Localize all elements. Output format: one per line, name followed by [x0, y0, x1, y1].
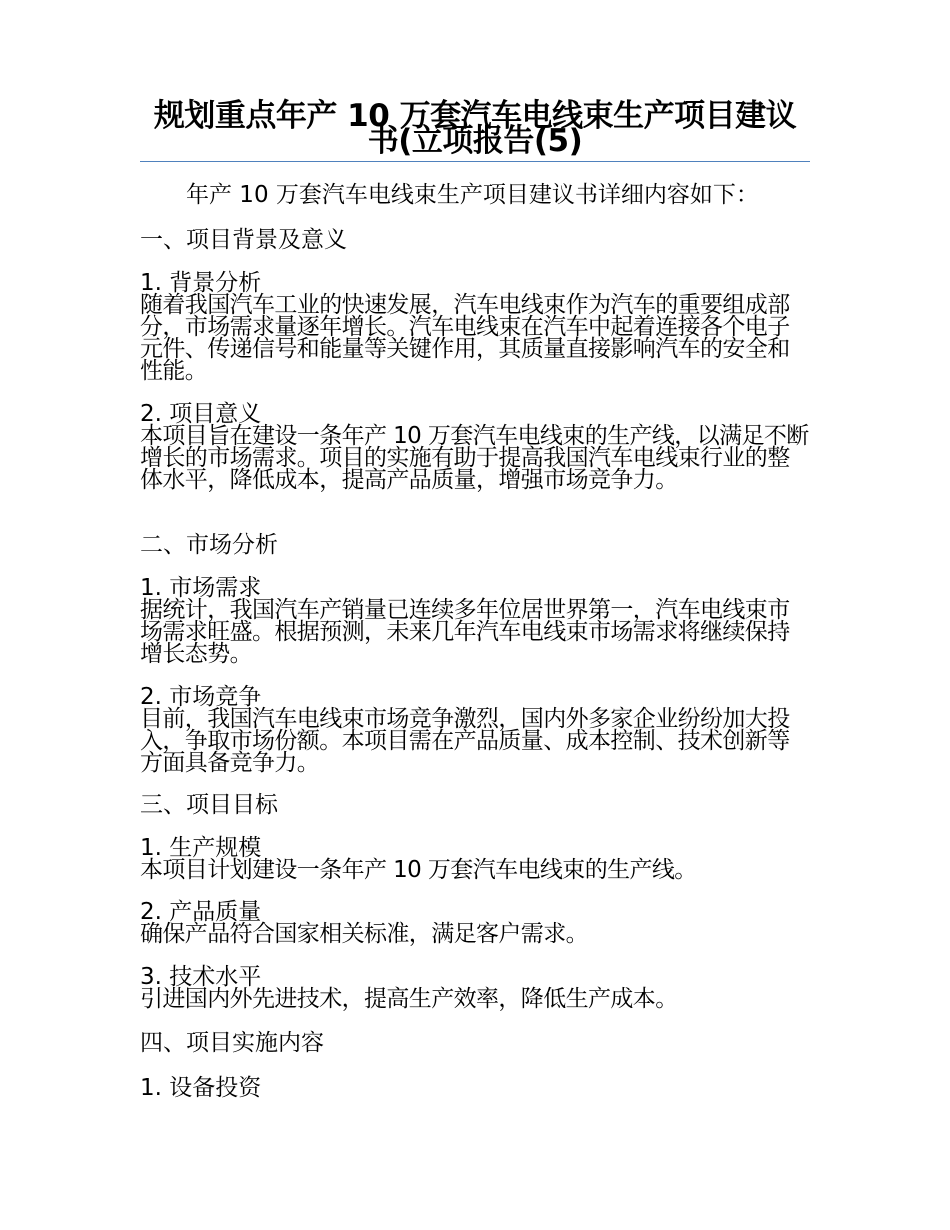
document-title: 规划重点年产 10 万套汽车电线束生产项目建议书(立项报告(5): [153, 98, 797, 159]
title-underline: [140, 161, 810, 162]
subsection-heading-technical-level: 3. 技术水平: [140, 964, 262, 990]
paragraph-market-competition: 目前，我国汽车电线束市场竞争激烈，国内外多家企业纷纷加大投入，争取市场份额。本项目需在产品质量、成本控制、技术创新等方面具备竞争力。: [140, 706, 790, 776]
subsection-heading-background-analysis: 1. 背景分析: [140, 270, 262, 296]
paragraph-background-analysis: 随着我国汽车工业的快速发展，汽车电线束作为汽车的重要组成部分，市场需求量逐年增长。汽车电线束在汽车中起着连接各个电子元件、传递信号和能量等关键作用，其质量直接影响汽车的安全和性能。: [140, 292, 790, 384]
section-heading-market-analysis: 二、市场分析: [140, 532, 278, 558]
subsection-heading-product-quality: 2. 产品质量: [140, 899, 262, 925]
paragraph-production-scale: 本项目计划建设一条年产 10 万套汽车电线束的生产线。: [140, 857, 697, 883]
paragraph-product-quality: 确保产品符合国家相关标准，满足客户需求。: [140, 921, 589, 947]
paragraph-technical-level: 引进国内外先进技术，提高生产效率，降低生产成本。: [140, 986, 678, 1012]
section-heading-project-goals: 三、项目目标: [140, 792, 278, 818]
section-heading-background: 一、项目背景及意义: [140, 227, 347, 253]
section-heading-implementation: 四、项目实施内容: [140, 1030, 324, 1056]
subsection-heading-equipment-investment: 1. 设备投资: [140, 1075, 262, 1101]
paragraph-project-significance: 本项目旨在建设一条年产 10 万套汽车电线束的生产线，以满足不断增长的市场需求。项目的实施有助于提高我国汽车电线束行业的整体水平，降低成本，提高产品质量，增强市场竞争力。: [140, 423, 809, 493]
intro-paragraph: 年产 10 万套汽车电线束生产项目建议书详细内容如下：: [186, 182, 759, 208]
subsection-heading-market-competition: 2. 市场竞争: [140, 684, 262, 710]
subsection-heading-project-significance: 2. 项目意义: [140, 401, 262, 427]
subsection-heading-market-demand: 1. 市场需求: [140, 575, 262, 601]
paragraph-market-demand: 据统计，我国汽车产销量已连续多年位居世界第一，汽车电线束市场需求旺盛。根据预测，未来几年汽车电线束市场需求将继续保持增长态势。: [140, 597, 790, 667]
subsection-heading-production-scale: 1. 生产规模: [140, 835, 262, 861]
